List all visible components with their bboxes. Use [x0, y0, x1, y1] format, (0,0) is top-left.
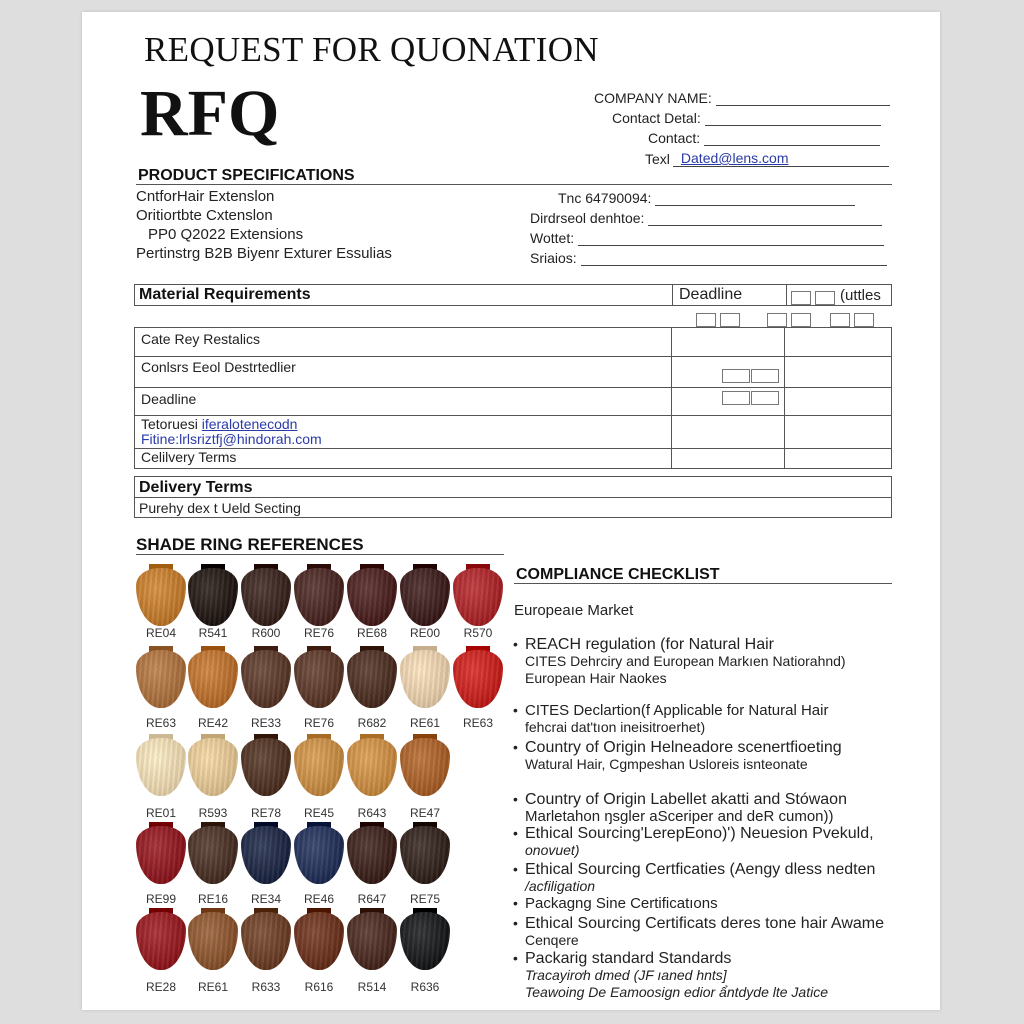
compliance-item	[525, 791, 847, 825]
hair-swatch[interactable]	[294, 564, 344, 626]
swatch-code: RE76	[303, 626, 335, 640]
hair-swatch[interactable]	[400, 646, 450, 708]
hair-swatch[interactable]	[400, 564, 450, 626]
swatch-code: RE47	[409, 806, 441, 820]
swatch-code: RE01	[145, 806, 177, 820]
swatch-code: RE46	[303, 892, 335, 906]
swatch-hair	[241, 568, 291, 626]
compliance-item	[525, 636, 846, 687]
contact-detail-field[interactable]	[612, 110, 881, 126]
table-row	[135, 416, 892, 449]
header-checkbox-group	[791, 289, 839, 307]
spec-field-tnc[interactable]	[558, 190, 855, 206]
compliance-item	[525, 861, 875, 895]
swatch-hair	[453, 650, 503, 708]
swatch-code: RE16	[197, 892, 229, 906]
swatch-code: RE61	[409, 716, 441, 730]
hair-swatch[interactable]	[241, 908, 291, 970]
spec-item: Pertinstrg B2B Biyenr Exturer Essulias	[136, 245, 392, 262]
hair-swatch[interactable]	[136, 646, 186, 708]
spec-item: CntforHair Extenslon	[136, 188, 275, 205]
swatch-hair	[241, 912, 291, 970]
swatch-hair	[136, 650, 186, 708]
extra-cell[interactable]	[785, 357, 892, 388]
company-name-field[interactable]	[594, 90, 890, 106]
swatch-hair	[347, 650, 397, 708]
swatch-code: R643	[357, 806, 387, 820]
material-table	[134, 327, 892, 469]
hair-swatch[interactable]	[241, 822, 291, 884]
hair-swatch[interactable]	[241, 734, 291, 796]
table-row	[135, 449, 892, 469]
spec-item: Oritiortbte Cxtenslon	[136, 207, 273, 224]
compliance-item-sub: CITES Dehrciry and European Markıen Natiorahnd)	[525, 653, 846, 669]
spec-field-line	[581, 251, 887, 266]
product-spec-heading: PRODUCT SPECIFICATIONS	[138, 167, 355, 184]
swatch-hair	[241, 650, 291, 708]
delivery-terms-box	[134, 476, 892, 518]
swatch-hair	[136, 912, 186, 970]
company-name-label: COMPANY NAME:	[594, 90, 712, 106]
compliance-market: Europeaıe Market	[514, 602, 634, 619]
swatch-hair	[294, 912, 344, 970]
col-divider	[786, 284, 787, 306]
hair-swatch[interactable]	[294, 734, 344, 796]
deadline-cell[interactable]	[672, 388, 785, 416]
spec-field-label: Tnc 64790094:	[558, 190, 652, 206]
swatch-hair	[400, 568, 450, 626]
hair-swatch[interactable]	[241, 646, 291, 708]
swatch-hair	[136, 826, 186, 884]
deadline-header: Deadline	[679, 286, 743, 303]
compliance-item-sub: Watural Hair, Cgmpeshan Usloreis isnteonate	[525, 756, 808, 772]
compliance-item-sub: onovuet)	[525, 842, 580, 858]
compliance-item-main: • Ethical Sourcing Certficaties (Aengy dless nedten	[525, 861, 876, 878]
material-cell: Deadline	[135, 388, 672, 416]
hair-swatch[interactable]	[400, 734, 450, 796]
swatch-hair	[347, 568, 397, 626]
hair-swatch[interactable]	[294, 822, 344, 884]
hair-swatch[interactable]	[136, 564, 186, 626]
shade-ring-heading: SHADE RING REFERENCES	[136, 535, 364, 554]
hair-swatch[interactable]	[188, 734, 238, 796]
text-field[interactable]	[645, 150, 889, 167]
compliance-item	[525, 702, 828, 736]
swatch-code: RE28	[145, 980, 177, 994]
spec-field-label: Sriaios:	[530, 250, 577, 266]
swatch-code: RE63	[462, 716, 494, 730]
swatch-code: RE61	[197, 980, 229, 994]
compliance-item	[525, 739, 842, 773]
hair-swatch[interactable]	[188, 646, 238, 708]
spec-field-line	[578, 231, 884, 246]
compliance-item-sub: fehcrai dat'tıon ineisitroerhet)	[525, 719, 706, 735]
text-label: Texl	[645, 151, 670, 167]
spec-field-label: Dirdrseol denhtoe:	[530, 210, 645, 226]
swatch-code: RE45	[303, 806, 335, 820]
swatch-code: RE42	[197, 716, 229, 730]
spec-field-sriaios[interactable]	[530, 250, 887, 266]
checkbox[interactable]	[767, 313, 787, 327]
swatch-hair	[400, 912, 450, 970]
deadline-cell[interactable]	[672, 449, 785, 469]
swatch-code: R593	[198, 806, 228, 820]
swatch-code: RE76	[303, 716, 335, 730]
checkbox[interactable]	[815, 291, 835, 305]
compliance-item-main: • Country of Origin Helneadore scenertfioeting	[525, 739, 842, 756]
material-cell: Celilvery Terms	[135, 449, 672, 469]
extra-cell[interactable]	[785, 328, 892, 357]
swatch-code: RE00	[409, 626, 441, 640]
swatch-hair	[241, 738, 291, 796]
swatch-code: RE04	[145, 626, 177, 640]
table-row	[135, 328, 892, 357]
swatch-hair	[294, 568, 344, 626]
hair-swatch[interactable]	[136, 734, 186, 796]
deadline-cell[interactable]	[672, 416, 785, 449]
hair-swatch[interactable]	[188, 908, 238, 970]
contact-detail-line	[705, 111, 881, 126]
swatch-code: R636	[410, 980, 440, 994]
compliance-item-main: • Ethical Sourcing Certificats deres tone hair Awame	[525, 915, 884, 932]
text-email-link[interactable]: ​Dated@lens.com	[680, 150, 789, 166]
swatch-code: RE78	[250, 806, 282, 820]
col-divider	[672, 284, 673, 306]
table-row	[135, 388, 892, 416]
hair-swatch[interactable]	[347, 822, 397, 884]
checkbox[interactable]	[854, 313, 874, 327]
third-col-header: (uttles	[840, 287, 881, 304]
swatch-hair	[400, 650, 450, 708]
swatch-hair	[347, 912, 397, 970]
shade-ring-divider	[136, 554, 504, 555]
deadline-box-group	[722, 369, 780, 386]
deadline-cell[interactable]	[672, 328, 785, 357]
spec-field-line	[655, 191, 855, 206]
compliance-heading: COMPLIANCE CHECKLIST	[516, 566, 720, 583]
extra-cell[interactable]	[785, 416, 892, 449]
swatch-hair	[188, 738, 238, 796]
material-cell: Conlsrs Eeol Destrtedlier	[135, 357, 672, 388]
delivery-terms-heading: Delivery Terms	[139, 479, 253, 496]
hair-swatch[interactable]	[136, 822, 186, 884]
date-box[interactable]	[751, 391, 779, 405]
compliance-item-sub: Marletahon ŋsgler aSceriper and deR cumon))	[525, 808, 834, 825]
checkbox[interactable]	[791, 313, 811, 327]
spec-field-line	[648, 211, 882, 226]
checkbox[interactable]	[830, 313, 850, 327]
delivery-terms-value: Purehy dex t Ueld Secting	[139, 500, 301, 516]
text-line	[673, 150, 889, 167]
hair-swatch[interactable]	[347, 908, 397, 970]
swatch-code: R682	[357, 716, 387, 730]
deadline-cell[interactable]	[672, 357, 785, 388]
swatch-hair	[294, 738, 344, 796]
swatch-hair	[241, 826, 291, 884]
swatch-code: RE75	[409, 892, 441, 906]
swatch-hair	[453, 568, 503, 626]
swatch-code: RE68	[356, 626, 388, 640]
contact-line2[interactable]: Fitine:lrlsriztfj@hindorah.com	[141, 431, 322, 447]
swatch-code: RE33	[250, 716, 282, 730]
date-box[interactable]	[722, 369, 750, 383]
date-box[interactable]	[722, 391, 750, 405]
hair-swatch[interactable]	[294, 646, 344, 708]
spec-field-dirdrseol[interactable]	[530, 210, 882, 226]
document-title: REQUEST FOR QUONATION	[144, 30, 599, 69]
swatch-hair	[188, 912, 238, 970]
swatch-hair	[400, 826, 450, 884]
compliance-item-sub: Teawoing De Eamoosign edior ẩntdyde lte Jatice	[525, 984, 829, 1000]
swatch-code: RE34	[250, 892, 282, 906]
compliance-item-main: • Packarig standard Standards	[525, 950, 732, 967]
company-name-line	[716, 91, 890, 106]
compliance-item-main: • Packagng Sine Certificatıons	[525, 895, 718, 912]
contact-line1-label: Tetoruesi	[141, 416, 198, 432]
material-heading: Material Requirements	[139, 286, 311, 303]
hair-swatch[interactable]	[453, 564, 503, 626]
compliance-item-main: • Ethical Sourcing'LerepEono)') Neuesion Pvekuld,	[525, 825, 874, 842]
hair-swatch[interactable]	[453, 646, 503, 708]
contact-cell	[135, 416, 672, 449]
compliance-item-sub: Cenqere	[525, 932, 579, 948]
swatch-hair	[188, 650, 238, 708]
compliance-item	[525, 825, 874, 859]
swatch-code: R541	[198, 626, 228, 640]
material-cell: Cate Rey Restalics	[135, 328, 672, 357]
swatch-hair	[400, 738, 450, 796]
spec-item: PP0 Q2022 Extensions	[148, 226, 304, 243]
hair-swatch[interactable]	[188, 564, 238, 626]
hair-swatch[interactable]	[347, 646, 397, 708]
table-row	[135, 357, 892, 388]
swatch-code: RE99	[145, 892, 177, 906]
compliance-divider	[514, 583, 892, 584]
swatch-code: R616	[304, 980, 334, 994]
swatch-hair	[188, 568, 238, 626]
hair-swatch[interactable]	[188, 822, 238, 884]
swatch-code: R514	[357, 980, 387, 994]
swatch-hair	[347, 826, 397, 884]
compliance-item-sub: Tracayirơh dmed (JF ıaned hnts]	[525, 967, 727, 983]
swatch-code: R570	[463, 626, 493, 640]
swatch-code: RE63	[145, 716, 177, 730]
contact-label: Contact:	[648, 130, 701, 146]
swatch-hair	[136, 568, 186, 626]
contact-field[interactable]	[648, 130, 880, 146]
swatch-hair	[188, 826, 238, 884]
compliance-item-sub: /acfiligation	[525, 878, 596, 894]
spec-field-label: Wottet:	[530, 230, 575, 246]
hair-swatch[interactable]	[347, 564, 397, 626]
hair-swatch[interactable]	[294, 908, 344, 970]
checkbox[interactable]	[791, 291, 811, 305]
contact-detail-label: Contact Detal:	[612, 110, 701, 126]
compliance-item-main: • REACH regulation (for Natural Hair	[525, 636, 774, 653]
swatch-code: R647	[357, 892, 387, 906]
contact-line1-link[interactable]: iferalotenecodn	[201, 416, 298, 432]
swatch-hair	[347, 738, 397, 796]
swatch-hair	[294, 650, 344, 708]
hair-swatch[interactable]	[400, 908, 450, 970]
extra-cell[interactable]	[785, 449, 892, 469]
checkbox[interactable]	[696, 313, 716, 327]
rfq-document	[82, 12, 940, 1010]
checkbox[interactable]	[720, 313, 740, 327]
hair-swatch[interactable]	[136, 908, 186, 970]
compliance-item	[525, 895, 718, 912]
swatch-hair	[294, 826, 344, 884]
compliance-item	[525, 950, 828, 1001]
delivery-divider	[135, 497, 891, 498]
compliance-item-sub: European Hair Naokes	[525, 670, 667, 686]
swatch-code: R600	[251, 626, 281, 640]
compliance-item	[525, 915, 884, 949]
hair-swatch[interactable]	[400, 822, 450, 884]
spec-field-wottet[interactable]	[530, 230, 884, 246]
swatch-code: R633	[251, 980, 281, 994]
product-spec-divider	[136, 184, 892, 185]
material-header-row	[134, 284, 892, 306]
date-box[interactable]	[751, 369, 779, 383]
compliance-item-main: • CITES Declartion(f Applicable for Natural Hair	[525, 702, 829, 719]
swatch-hair	[136, 738, 186, 796]
extra-cell[interactable]	[785, 388, 892, 416]
contact-line	[704, 131, 880, 146]
hair-swatch[interactable]	[347, 734, 397, 796]
compliance-item-main: • Country of Origin Labellet akatti and Stówaon	[525, 791, 847, 808]
hair-swatch[interactable]	[241, 564, 291, 626]
document-acronym: RFQ	[140, 77, 280, 150]
deadline-box-group	[722, 391, 780, 408]
